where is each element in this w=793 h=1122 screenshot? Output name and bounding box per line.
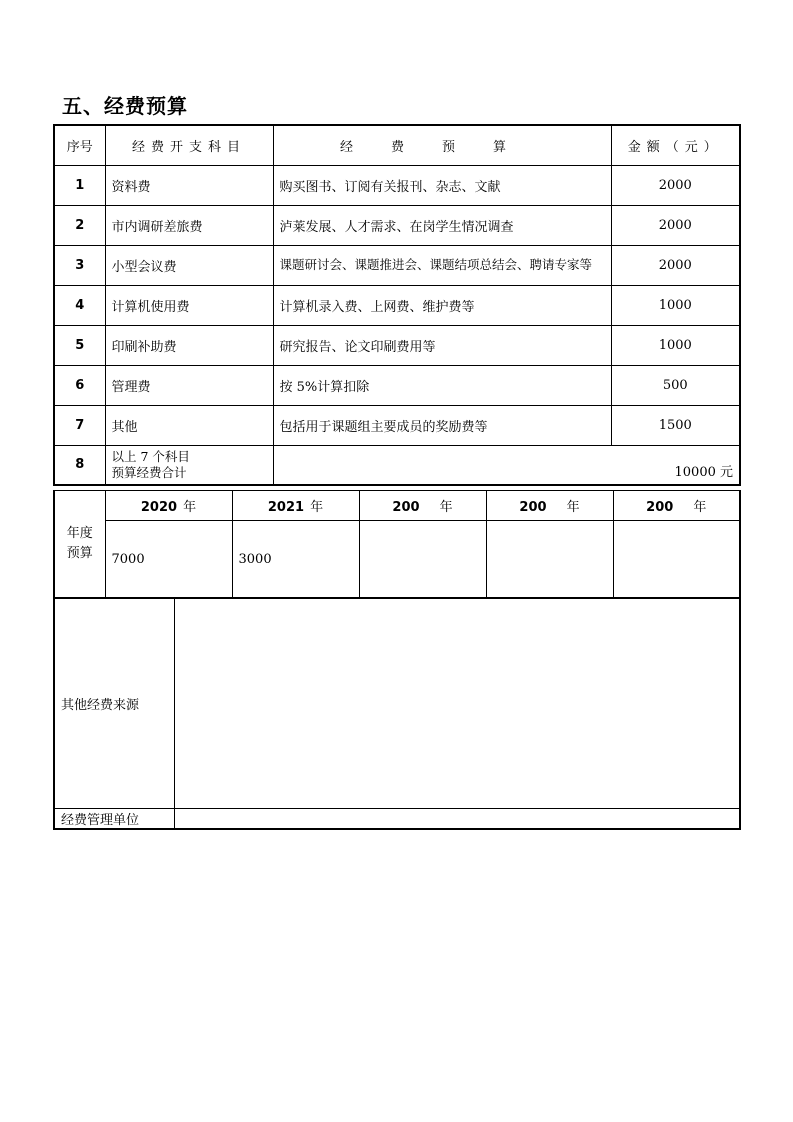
row-desc: 购买图书、订阅有关报刊、杂志、文献 xyxy=(273,165,611,205)
year-header xyxy=(105,491,232,521)
row-amount: 1000 xyxy=(611,325,740,365)
year-amount: 7000 xyxy=(105,521,232,599)
year-header xyxy=(232,491,359,521)
row-item: 小型会议费 xyxy=(105,245,273,285)
other-sources-table xyxy=(53,597,741,830)
row-amount: 500 xyxy=(611,365,740,405)
header-item: 经费开支科目 xyxy=(105,125,273,165)
row-item: 计算机使用费 xyxy=(105,285,273,325)
row-amount: 2000 xyxy=(611,205,740,245)
management-unit-label: 经费管理单位 xyxy=(54,809,174,830)
header-seq: 序号 xyxy=(54,125,105,165)
annual-label: 年度预算 xyxy=(54,491,105,599)
table-row xyxy=(54,405,740,445)
year-value: 200 xyxy=(646,500,674,515)
year-header xyxy=(486,491,613,521)
year-amount xyxy=(359,521,486,599)
other-sources-label: 其他经费来源 xyxy=(54,598,174,809)
total-label-line2: 预算经费合计 xyxy=(111,464,187,480)
table-row xyxy=(54,165,740,205)
row-item: 其他 xyxy=(105,405,273,445)
table-row xyxy=(54,205,740,245)
table-row xyxy=(54,285,740,325)
total-seq: 8 xyxy=(54,445,105,485)
year-header xyxy=(359,491,486,521)
annual-budget-table xyxy=(53,490,741,599)
row-amount: 2000 xyxy=(611,245,740,285)
row-item: 管理费 xyxy=(105,365,273,405)
row-amount: 2000 xyxy=(611,165,740,205)
row-seq: 2 xyxy=(54,205,105,245)
row-item: 市内调研差旅费 xyxy=(105,205,273,245)
row-seq: 5 xyxy=(54,325,105,365)
year-header xyxy=(613,491,740,521)
row-seq: 1 xyxy=(54,165,105,205)
header-budget: 经费预算 xyxy=(273,125,611,165)
total-row xyxy=(54,445,740,485)
year-value: 200 xyxy=(392,500,420,515)
year-amount: 3000 xyxy=(232,521,359,599)
table-row xyxy=(54,365,740,405)
row-amount: 1000 xyxy=(611,285,740,325)
year-value: 200 xyxy=(519,500,547,515)
budget-header-row xyxy=(54,125,740,165)
row-seq: 3 xyxy=(54,245,105,285)
total-label xyxy=(105,445,273,485)
row-item: 印刷补助费 xyxy=(105,325,273,365)
management-unit-value[interactable] xyxy=(174,809,740,830)
year-value: 2020 xyxy=(140,500,178,515)
row-desc: 计算机录入费、上网费、维护费等 xyxy=(273,285,611,325)
table-row xyxy=(54,325,740,365)
row-seq: 6 xyxy=(54,365,105,405)
budget-table xyxy=(53,124,741,486)
row-desc: 课题研讨会、课题推进会、课题结项总结会、聘请专家等 xyxy=(273,245,611,285)
total-label-line1: 以上 7 个科目 xyxy=(111,448,190,464)
total-amount: 10000 元 xyxy=(273,445,740,485)
table-row xyxy=(54,245,740,285)
row-item: 资料费 xyxy=(105,165,273,205)
row-desc: 研究报告、论文印刷费用等 xyxy=(273,325,611,365)
year-unit: 年 xyxy=(439,500,453,515)
year-unit: 年 xyxy=(693,500,707,515)
row-desc: 泸莱发展、人才需求、在岗学生情况调查 xyxy=(273,205,611,245)
row-seq: 7 xyxy=(54,405,105,445)
row-amount: 1500 xyxy=(611,405,740,445)
other-sources-value[interactable] xyxy=(174,598,740,809)
row-desc: 包括用于课题组主要成员的奖励费等 xyxy=(273,405,611,445)
section-title: 五、经费预算 xyxy=(62,94,188,118)
year-unit: 年 xyxy=(310,500,324,515)
year-value: 2021 xyxy=(267,500,305,515)
year-unit: 年 xyxy=(183,500,197,515)
row-desc: 按 5%计算扣除 xyxy=(273,365,611,405)
year-amount xyxy=(613,521,740,599)
row-seq: 4 xyxy=(54,285,105,325)
year-unit: 年 xyxy=(566,500,580,515)
header-amount: 金额（元） xyxy=(611,125,740,165)
year-amount xyxy=(486,521,613,599)
